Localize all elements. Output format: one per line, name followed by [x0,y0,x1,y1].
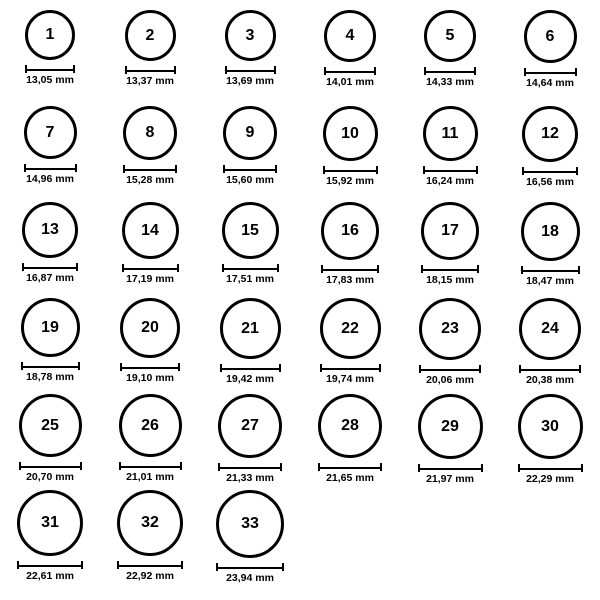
diameter-measure-line [223,164,277,173]
measure-bar [222,264,279,272]
diameter-measure-line [119,461,182,470]
ring-size-label: 31 [41,514,59,531]
measure-bar [423,166,478,174]
diameter-mm-label: 23,94 mm [226,572,274,584]
measure-bar [21,362,80,370]
ring-size-label: 19 [41,318,59,336]
ring-size-label: 29 [441,417,459,435]
diameter-mm-label: 20,70 mm [26,471,74,483]
diameter-measure-line [25,64,75,73]
diameter-mm-label: 15,28 mm [126,174,174,186]
ring-size-cell [500,200,600,296]
diameter-measure-line [324,66,376,75]
ring-size-label: 14 [141,221,159,239]
ring-size-cell [300,200,400,296]
diameter-measure-line [21,361,80,370]
measure-bar [518,464,583,472]
ring-size-cell [100,296,200,392]
ring-size-cell [300,104,400,200]
diameter-mm-label: 22,29 mm [526,473,574,485]
ring-size-cell [500,104,600,200]
ring-size-cell [0,488,100,584]
measure-bar [225,66,276,74]
measure-bar [321,265,379,273]
diameter-mm-label: 19,42 mm [226,373,274,385]
diameter-measure-line [22,262,78,271]
diameter-mm-label: 15,60 mm [226,174,274,186]
ring-circle [22,202,78,258]
ring-size-label: 8 [145,124,155,141]
ring-circle [318,394,382,458]
measure-bar [24,164,77,172]
ring-size-label: 11 [441,124,459,142]
diameter-measure-line [216,562,284,571]
ring-size-cell [100,104,200,200]
measure-bar [318,463,382,471]
ring-circle [125,10,176,61]
ring-circle [524,10,577,63]
measure-bar [419,365,481,373]
diameter-measure-line [521,265,580,274]
diameter-mm-label: 13,37 mm [126,75,174,87]
ring-circle [117,490,183,556]
diameter-mm-label: 19,10 mm [126,372,174,384]
ring-circle [223,106,277,160]
ring-size-cell [200,488,300,584]
ring-circle [19,394,82,457]
diameter-mm-label: 18,47 mm [526,275,574,287]
ring-circle [216,490,284,558]
ring-size-cell [0,296,100,392]
ring-size-cell [300,296,400,392]
ring-circle [321,202,379,260]
diameter-measure-line [123,164,177,173]
ring-size-label: 16 [341,222,359,239]
diameter-measure-line [418,463,483,472]
diameter-measure-line [519,364,581,373]
diameter-mm-label: 14,01 mm [326,76,374,88]
diameter-mm-label: 17,51 mm [226,273,274,285]
ring-size-label: 17 [441,222,459,239]
diameter-measure-line [225,65,276,74]
diameter-mm-label: 21,65 mm [326,472,374,484]
ring-circle [421,202,479,260]
ring-size-cell [100,200,200,296]
ring-size-cell [200,392,300,488]
measure-bar [125,66,176,74]
ring-circle [519,298,581,360]
ring-circle [17,490,83,556]
ring-size-cell [200,296,300,392]
ring-size-label: 33 [241,515,259,532]
ring-circle [21,298,80,357]
diameter-measure-line [321,264,379,273]
ring-size-label: 27 [241,417,259,434]
diameter-mm-label: 18,15 mm [426,274,474,286]
ring-size-label: 30 [541,417,559,435]
ring-size-cell [200,104,300,200]
ring-size-cell [200,200,300,296]
diameter-mm-label: 16,56 mm [526,176,574,188]
ring-size-cell [400,200,500,296]
diameter-mm-label: 16,87 mm [26,272,74,284]
diameter-mm-label: 13,05 mm [26,74,74,86]
ring-size-label: 21 [241,319,259,337]
diameter-mm-label: 17,83 mm [326,274,374,286]
measure-bar [324,67,376,75]
diameter-measure-line [423,165,478,174]
diameter-mm-label: 18,78 mm [26,371,74,383]
ring-size-cell [500,8,600,104]
ring-size-label: 13 [41,221,59,238]
measure-bar [421,265,479,273]
diameter-measure-line [323,165,378,174]
diameter-measure-line [19,461,82,470]
diameter-mm-label: 20,38 mm [526,374,574,386]
ring-circle [220,298,281,359]
diameter-measure-line [222,263,279,272]
measure-bar [123,165,177,173]
ring-circle [222,202,279,259]
ring-size-label: 20 [141,319,159,336]
measure-bar [119,462,182,470]
ring-size-label: 22 [341,319,359,337]
ring-circle [521,202,580,261]
diameter-mm-label: 15,92 mm [326,175,374,187]
ring-circle [418,394,483,459]
ring-circle [324,10,376,62]
ring-size-cell [100,392,200,488]
diameter-mm-label: 19,74 mm [326,373,374,385]
ring-circle [225,10,276,61]
ring-size-label: 25 [41,416,59,434]
diameter-measure-line [518,463,583,472]
measure-bar [323,166,378,174]
ring-size-cell [100,488,200,584]
diameter-measure-line [17,560,83,569]
diameter-mm-label: 21,33 mm [226,472,274,484]
diameter-measure-line [424,66,476,75]
ring-circle [424,10,476,62]
measure-bar [120,363,180,371]
diameter-measure-line [120,362,180,371]
diameter-mm-label: 22,92 mm [126,570,174,582]
diameter-measure-line [320,363,381,372]
ring-size-label: 4 [345,27,355,44]
diameter-mm-label: 14,64 mm [526,77,574,89]
diameter-mm-label: 14,33 mm [426,76,474,88]
measure-bar [220,364,281,372]
diameter-mm-label: 22,61 mm [26,570,74,582]
measure-bar [25,65,75,73]
diameter-measure-line [125,65,176,74]
ring-circle [123,106,177,160]
ring-size-label: 7 [45,123,55,141]
ring-size-cell [0,392,100,488]
diameter-measure-line [122,263,179,272]
ring-size-cell [100,8,200,104]
measure-bar [424,67,476,75]
ring-size-label: 24 [541,320,559,337]
diameter-measure-line [522,166,578,175]
measure-bar [521,266,580,274]
ring-circle [122,202,179,259]
ring-circle [25,10,75,60]
ring-circle [522,106,578,162]
ring-circle [218,394,282,458]
ring-size-cell [300,392,400,488]
diameter-mm-label: 16,24 mm [426,175,474,187]
ring-size-label: 28 [341,417,359,434]
diameter-measure-line [218,462,282,471]
measure-bar [218,463,282,471]
ring-circle [323,106,378,161]
diameter-measure-line [421,264,479,273]
ring-circle [120,298,180,358]
measure-bar [320,364,381,372]
ring-size-label: 26 [141,416,159,434]
ring-size-label: 3 [245,26,255,44]
measure-bar [519,365,581,373]
ring-size-cell [400,104,500,200]
diameter-mm-label: 13,69 mm [226,75,274,87]
measure-bar [418,464,483,472]
measure-bar [22,263,78,271]
measure-bar [216,563,284,571]
diameter-measure-line [318,462,382,471]
ring-size-label: 23 [441,320,459,337]
diameter-measure-line [419,364,481,373]
ring-circle [320,298,381,359]
ring-size-label: 18 [541,222,559,240]
measure-bar [17,561,83,569]
measure-bar [522,167,578,175]
ring-size-cell [500,296,600,392]
ring-size-cell [400,296,500,392]
ring-circle [119,394,182,457]
ring-circle [419,298,481,360]
ring-size-cell [500,392,600,488]
ring-size-label: 32 [141,514,159,531]
ring-size-label: 15 [241,221,259,239]
ring-size-label: 10 [341,124,359,142]
ring-size-label: 9 [245,124,255,141]
ring-size-label: 1 [45,26,55,43]
diameter-mm-label: 21,97 mm [426,473,474,485]
measure-bar [19,462,82,470]
ring-size-label: 5 [445,27,455,44]
ring-size-cell [0,8,100,104]
diameter-mm-label: 21,01 mm [126,471,174,483]
ring-size-cell [200,8,300,104]
diameter-mm-label: 20,06 mm [426,374,474,386]
diameter-measure-line [117,560,183,569]
ring-size-label: 12 [541,125,559,142]
ring-size-cell [400,8,500,104]
measure-bar [223,165,277,173]
ring-size-label: 2 [145,26,155,44]
measure-bar [122,264,179,272]
ring-size-cell [0,104,100,200]
ring-size-label: 6 [545,27,555,45]
measure-bar [524,68,577,76]
diameter-measure-line [24,163,77,172]
ring-circle [518,394,583,459]
measure-bar [117,561,183,569]
ring-size-cell [0,200,100,296]
diameter-mm-label: 17,19 mm [126,273,174,285]
ring-circle [423,106,478,161]
diameter-measure-line [220,363,281,372]
diameter-mm-label: 14,96 mm [26,173,74,185]
ring-circle [24,106,77,159]
ring-size-cell [400,392,500,488]
diameter-measure-line [524,67,577,76]
ring-size-cell [300,8,400,104]
